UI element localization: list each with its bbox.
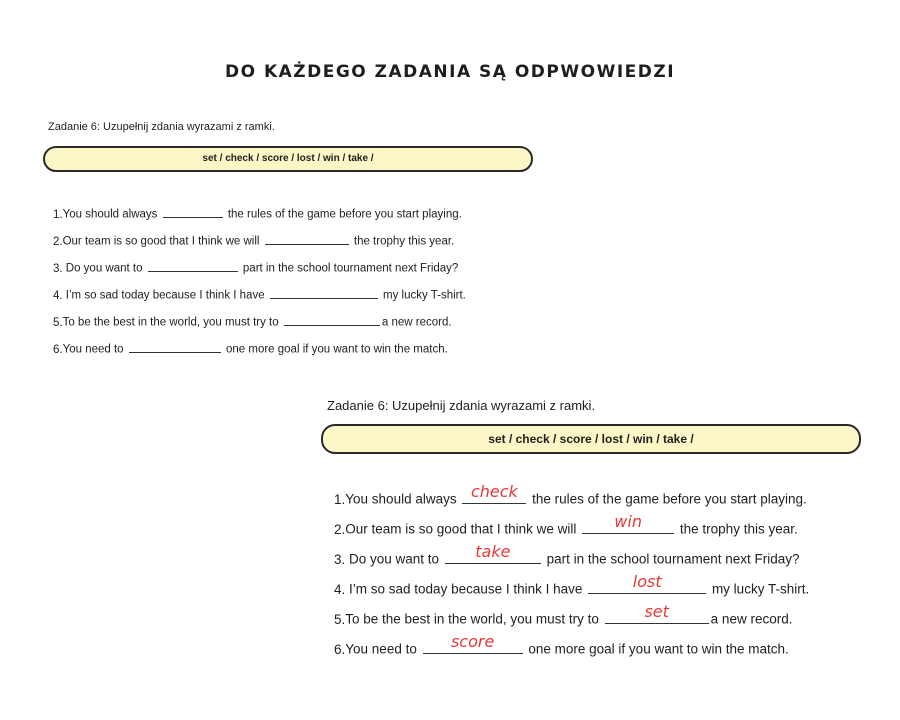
sentence-text-after: my lucky T-shirt. bbox=[711, 581, 810, 597]
sentence-number: 2. bbox=[334, 521, 346, 537]
sentence-6 bbox=[334, 631, 789, 657]
sentence-number: 2. bbox=[53, 235, 63, 248]
sentence-text-after: my lucky T-shirt. bbox=[383, 289, 466, 302]
sentence-text-after: one more goal if you want to win the match. bbox=[225, 343, 448, 356]
sentence-text-before: Do you want to bbox=[62, 262, 143, 275]
handwritten-answer: score bbox=[450, 631, 495, 651]
sentence-1 bbox=[53, 205, 462, 221]
answer-blank[interactable] bbox=[148, 259, 238, 272]
sentence-text-before: Our team is so good that I think we will bbox=[345, 521, 577, 537]
sentence-text-after: the trophy this year. bbox=[679, 521, 798, 537]
sentence-number: 4. bbox=[53, 289, 63, 302]
sentence-1 bbox=[334, 481, 807, 507]
word-box: set / check / score / lost / win / take / bbox=[321, 424, 861, 454]
answer-blank[interactable] bbox=[605, 601, 709, 624]
sentence-number: 1. bbox=[334, 491, 346, 507]
handwritten-answer: take bbox=[475, 541, 511, 561]
sentence-6 bbox=[53, 340, 448, 356]
sentence-text-before: To be the best in the world, you must try to bbox=[62, 316, 279, 329]
sentence-4 bbox=[53, 286, 466, 302]
sentence-text-before: You need to bbox=[62, 343, 124, 356]
sentence-text-after: part in the school tournament next Friday? bbox=[242, 262, 459, 275]
answer-blank[interactable] bbox=[423, 631, 523, 654]
handwritten-answer: win bbox=[614, 511, 642, 531]
handwritten-answer: lost bbox=[632, 571, 662, 591]
sentence-text-before: You should always bbox=[62, 208, 158, 221]
sentence-number: 5. bbox=[334, 611, 346, 627]
answer-blank[interactable] bbox=[582, 511, 674, 534]
sentence-text-after: part in the school tournament next Friday? bbox=[546, 551, 800, 567]
sentence-number: 6. bbox=[334, 641, 346, 657]
sentence-3 bbox=[53, 259, 458, 275]
sentence-number: 5. bbox=[53, 316, 63, 329]
sentence-text-after: one more goal if you want to win the match. bbox=[528, 641, 789, 657]
word-box: set / check / score / lost / win / take / bbox=[43, 146, 533, 172]
answer-blank[interactable] bbox=[445, 541, 541, 564]
answer-blank[interactable] bbox=[462, 481, 526, 504]
sentence-text-after: a new record. bbox=[381, 316, 452, 329]
answer-blank[interactable] bbox=[265, 232, 349, 245]
page-title: DO KAŻDEGO ZADANIA SĄ ODPWOWIEDZI bbox=[224, 62, 676, 82]
sentence-text-before: To be the best in the world, you must try to bbox=[345, 611, 599, 627]
answer-blank[interactable] bbox=[284, 313, 380, 326]
sentence-5 bbox=[334, 601, 793, 627]
sentence-text-before: I’m so sad today because I think I have bbox=[345, 581, 583, 597]
sentence-text-before: You need to bbox=[345, 641, 417, 657]
handwritten-answer: check bbox=[470, 481, 518, 501]
sentence-text-after: the trophy this year. bbox=[353, 235, 455, 248]
sentence-text-after: a new record. bbox=[710, 611, 793, 627]
sentence-3 bbox=[334, 541, 800, 567]
sentence-number: 3. bbox=[334, 551, 346, 567]
answer-blank[interactable] bbox=[588, 571, 706, 594]
answer-blank[interactable] bbox=[129, 340, 221, 353]
sentence-text-before: I’m so sad today because I think I have bbox=[62, 289, 265, 302]
answer-blank[interactable] bbox=[163, 205, 223, 218]
exercise-header: Zadanie 6: Uzupełnij zdania wyrazami z ramki. bbox=[327, 398, 596, 413]
sentence-4 bbox=[334, 571, 810, 597]
sentence-2 bbox=[334, 511, 798, 537]
sentence-number: 1. bbox=[53, 208, 63, 221]
sentence-2 bbox=[53, 232, 454, 248]
exercise-header: Zadanie 6: Uzupełnij zdania wyrazami z ramki. bbox=[48, 121, 275, 133]
sentence-text-before: Our team is so good that I think we will bbox=[62, 235, 260, 248]
sentence-text-after: the rules of the game before you start playing. bbox=[227, 208, 462, 221]
sentence-number: 6. bbox=[53, 343, 63, 356]
sentence-5 bbox=[53, 313, 452, 329]
sentence-text-before: Do you want to bbox=[345, 551, 440, 567]
sentence-text-before: You should always bbox=[345, 491, 457, 507]
handwritten-answer: set bbox=[644, 601, 669, 621]
sentence-text-after: the rules of the game before you start playing. bbox=[532, 491, 807, 507]
sentence-number: 4. bbox=[334, 581, 346, 597]
answer-blank[interactable] bbox=[270, 286, 378, 299]
sentence-number: 3. bbox=[53, 262, 63, 275]
